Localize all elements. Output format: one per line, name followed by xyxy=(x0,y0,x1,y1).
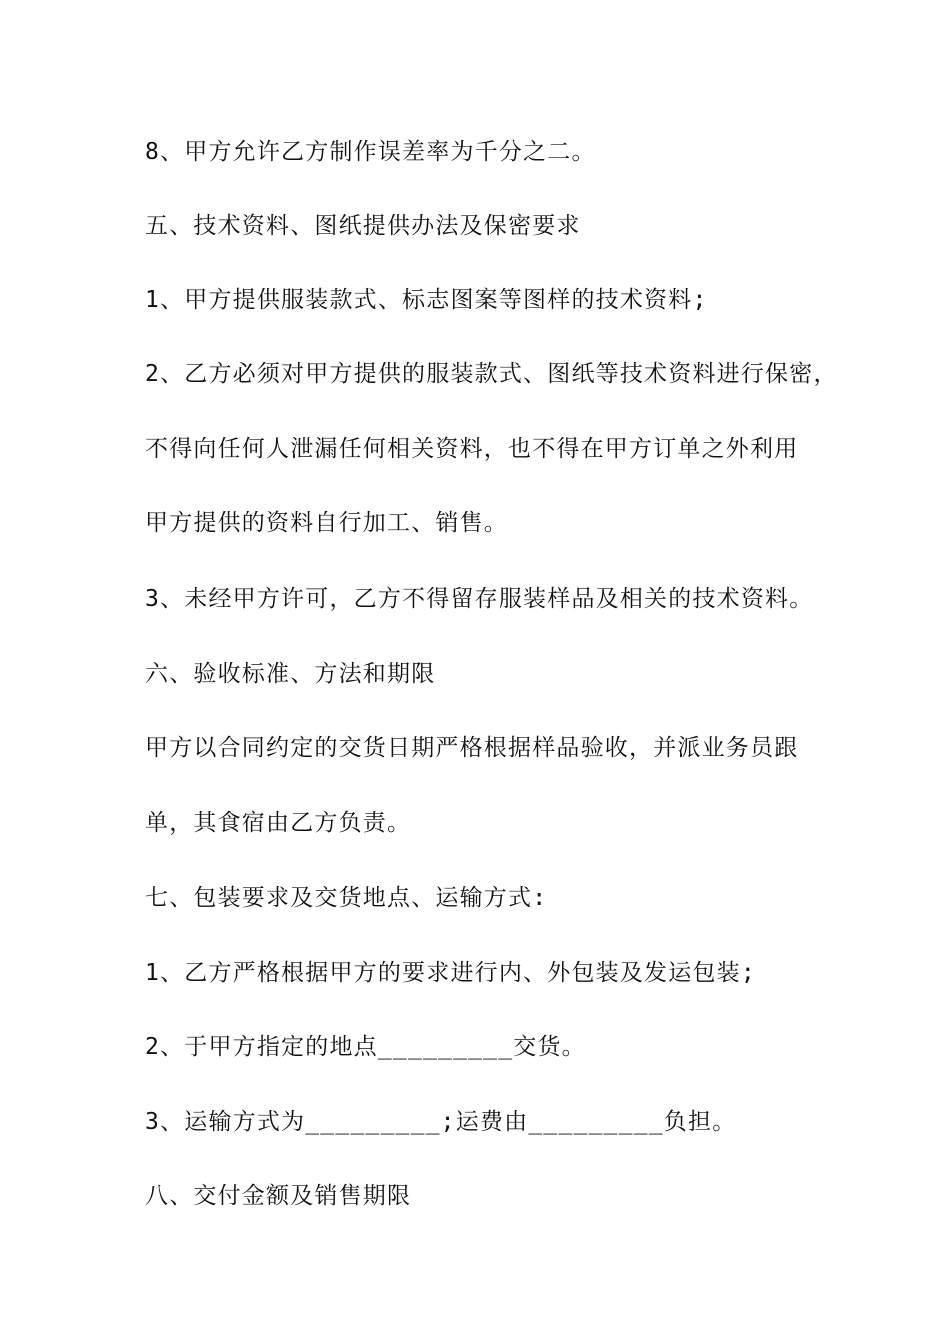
section-6-paragraph-cont: 单，其食宿由乙方负责。 xyxy=(145,810,412,836)
section-5-item-2: 2、乙方必须对甲方提供的服装款式、图纸等技术资料进行保密， xyxy=(145,361,838,387)
section-8-heading: 八、交付金额及销售期限 xyxy=(145,1183,412,1209)
section-7-item-3: 3、运输方式为_________;运费由_________负担。 xyxy=(145,1109,737,1135)
section-5-item-2-cont-1: 不得向任何人泄漏任何相关资料，也不得在甲方订单之外利用 xyxy=(145,436,799,462)
section-6-heading: 六、验收标准、方法和期限 xyxy=(145,661,436,687)
section-5-item-3: 3、未经甲方许可，乙方不得留存服装样品及相关的技术资料。 xyxy=(145,586,814,612)
section-5-heading: 五、技术资料、图纸提供办法及保密要求 xyxy=(145,213,581,239)
clause-8-error-rate: 8、甲方允许乙方制作误差率为千分之二。 xyxy=(145,139,596,165)
section-5-item-2-cont-2: 甲方提供的资料自行加工、销售。 xyxy=(145,510,508,536)
section-7-heading: 七、包装要求及交货地点、运输方式: xyxy=(145,885,548,911)
section-7-item-1: 1、乙方严格根据甲方的要求进行内、外包装及发运包装; xyxy=(145,960,756,986)
section-5-item-1: 1、甲方提供服装款式、标志图案等图样的技术资料; xyxy=(145,287,708,313)
section-6-paragraph: 甲方以合同约定的交货日期严格根据样品验收，并派业务员跟 xyxy=(145,735,799,761)
section-7-item-2: 2、于甲方指定的地点_________交货。 xyxy=(145,1034,586,1060)
